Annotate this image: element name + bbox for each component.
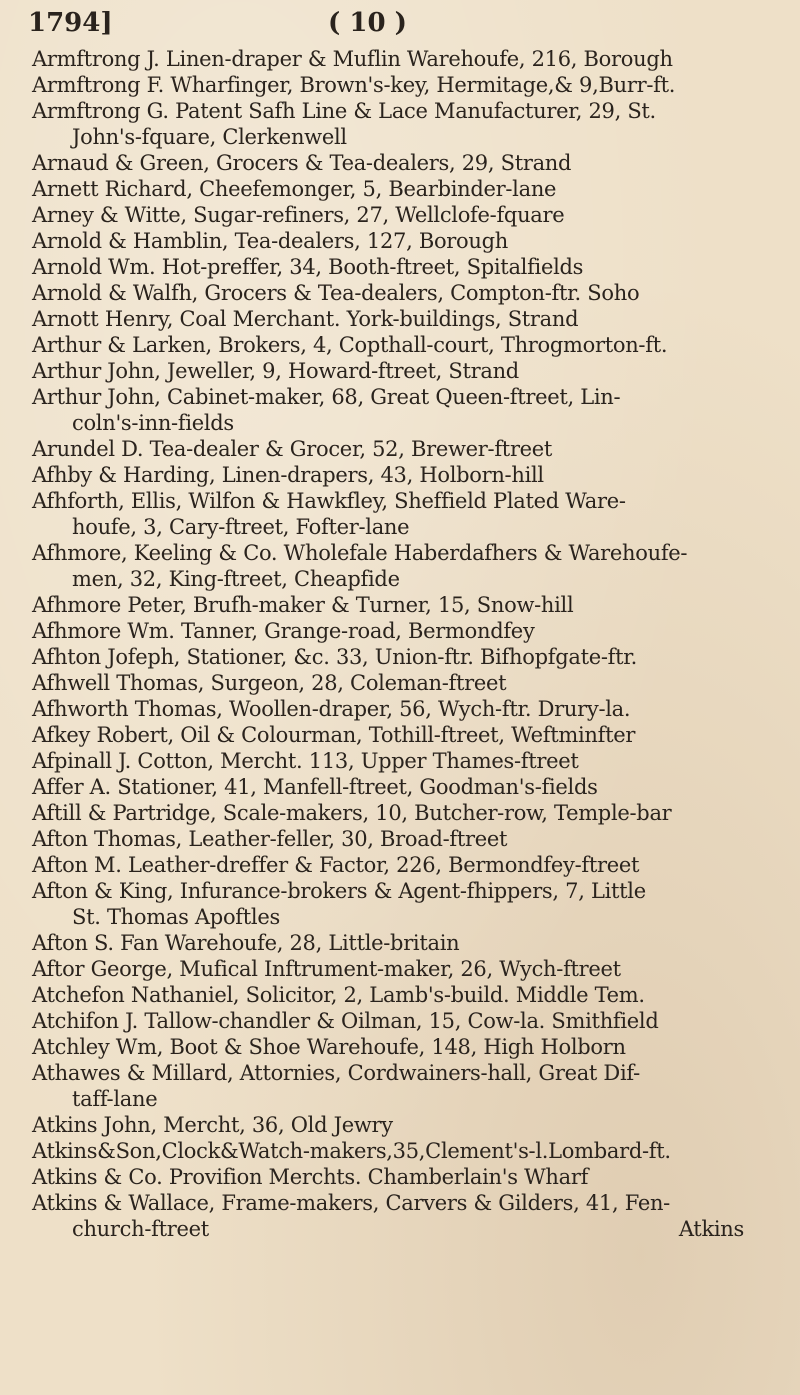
entry-text: Aftill & Partridge, Scale-makers, 10, Butcher-row, Temple-bar bbox=[32, 801, 672, 825]
directory-entry bbox=[32, 670, 792, 696]
directory-entry bbox=[32, 98, 792, 150]
entry-text: Afhworth Thomas, Woollen-draper, 56, Wych-ftr. Drury-la. bbox=[32, 697, 631, 721]
directory-entry bbox=[32, 358, 792, 384]
entry-text: Arthur & Larken, Brokers, 4, Copthall-court, Throgmorton-ft. bbox=[32, 333, 668, 357]
directory-entry bbox=[32, 696, 792, 722]
directory-entry bbox=[32, 592, 792, 618]
directory-entry bbox=[32, 956, 792, 982]
directory-entry bbox=[32, 72, 792, 98]
directory-entry bbox=[32, 644, 792, 670]
directory-entry bbox=[32, 826, 792, 852]
entry-text: Arnold Wm. Hot-preffer, 34, Booth-ftreet, Spitalfields bbox=[32, 255, 584, 279]
directory-entry bbox=[32, 1112, 792, 1138]
entry-text: Afkey Robert, Oil & Colourman, Tothill-ftreet, Weftminfter bbox=[32, 723, 636, 747]
entry-text: Atchley Wm, Boot & Shoe Warehoufe, 148, High Holborn bbox=[32, 1035, 626, 1059]
entry-text: Arnott Henry, Coal Merchant. York-buildings, Strand bbox=[32, 307, 579, 331]
entry-text: Aftor George, Mufical Inftrument-maker, 26, Wych-ftreet bbox=[32, 957, 621, 981]
entry-text: Affer A. Stationer, 41, Manfell-ftreet, Goodman's-fields bbox=[32, 775, 598, 799]
entry-text: Atkins John, Mercht, 36, Old Jewry bbox=[32, 1113, 393, 1137]
entry-text: Arnold & Hamblin, Tea-dealers, 127, Borough bbox=[32, 229, 508, 253]
directory-entry bbox=[32, 722, 792, 748]
directory-entry bbox=[32, 982, 792, 1008]
directory-entry bbox=[32, 202, 792, 228]
directory-entry bbox=[32, 878, 792, 930]
directory-entry bbox=[32, 306, 792, 332]
directory-entry bbox=[32, 150, 792, 176]
entry-continuation: coln's-inn-fields bbox=[72, 411, 234, 435]
entry-text: Afton & King, Infurance-brokers & Agent-fhippers, 7, Little bbox=[32, 879, 646, 903]
entry-text: Afton Thomas, Leather-feller, 30, Broad-ftreet bbox=[32, 827, 508, 851]
directory-entry bbox=[32, 540, 792, 592]
page-header bbox=[28, 8, 772, 48]
entry-text: Afhmore, Keeling & Co. Wholefale Haberdafhers & Warehoufe- bbox=[32, 541, 688, 565]
entry-text: Afhby & Harding, Linen-drapers, 43, Holborn-hill bbox=[32, 463, 544, 487]
entry-text: Arnett Richard, Cheefemonger, 5, Bearbinder-lane bbox=[32, 177, 557, 201]
entry-text: Afhton Jofeph, Stationer, &c. 33, Union-ftr. Bifhopfgate-ftr. bbox=[32, 645, 638, 669]
directory-entry bbox=[32, 618, 792, 644]
entry-text: Atchifon J. Tallow-chandler & Oilman, 15, Cow-la. Smithfield bbox=[32, 1009, 659, 1033]
entry-text: Arthur John, Cabinet-maker, 68, Great Queen-ftreet, Lin- bbox=[32, 385, 621, 409]
directory-entry bbox=[32, 384, 792, 436]
directory-entry bbox=[32, 228, 792, 254]
entry-text: Athawes & Millard, Attornies, Cordwainers-hall, Great Dif- bbox=[32, 1061, 640, 1085]
entry-continuation: men, 32, King-ftreet, Cheapfide bbox=[72, 567, 400, 591]
entry-text: Afhmore Wm. Tanner, Grange-road, Bermondfey bbox=[32, 619, 535, 643]
directory-entry bbox=[32, 748, 792, 774]
entry-text: Atchefon Nathaniel, Solicitor, 2, Lamb's-build. Middle Tem. bbox=[32, 983, 645, 1007]
entry-text: Afhwell Thomas, Surgeon, 28, Coleman-ftreet bbox=[32, 671, 507, 695]
entry-continuation: church-ftreet bbox=[72, 1217, 209, 1241]
entry-continuation: John's-fquare, Clerkenwell bbox=[72, 125, 347, 149]
entry-text: Afhmore Peter, Brufh-maker & Turner, 15, Snow-hill bbox=[32, 593, 574, 617]
entry-text: Armftrong F. Wharfinger, Brown's-key, Hermitage,& 9,Burr-ft. bbox=[32, 73, 676, 97]
directory-entry bbox=[32, 1164, 792, 1190]
entry-text: Atkins&Son,Clock&Watch-makers,35,Clement's-l.Lombard-ft. bbox=[32, 1139, 671, 1163]
entry-continuation: St. Thomas Apoftles bbox=[72, 905, 280, 929]
entry-text: Arthur John, Jeweller, 9, Howard-ftreet, Strand bbox=[32, 359, 519, 383]
entry-continuation: taff-lane bbox=[72, 1087, 158, 1111]
catchword: Atkins bbox=[678, 1217, 744, 1241]
directory-entry bbox=[32, 332, 792, 358]
directory-entry bbox=[32, 436, 792, 462]
directory-entry bbox=[32, 1008, 792, 1034]
entry-text: Arnaud & Green, Grocers & Tea-dealers, 29, Strand bbox=[32, 151, 572, 175]
directory-entry bbox=[32, 774, 792, 800]
entry-text: Arundel D. Tea-dealer & Grocer, 52, Brewer-ftreet bbox=[32, 437, 553, 461]
directory-entry bbox=[32, 462, 792, 488]
entry-text: Arney & Witte, Sugar-refiners, 27, Wellclofe-fquare bbox=[32, 203, 565, 227]
directory-entry bbox=[32, 800, 792, 826]
entry-text: Afpinall J. Cotton, Mercht. 113, Upper Thames-ftreet bbox=[32, 749, 579, 773]
directory-entry bbox=[32, 254, 792, 280]
entry-text: Armftrong J. Linen-draper & Muflin Warehoufe, 216, Borough bbox=[32, 47, 673, 71]
entry-text: Afton M. Leather-dreffer & Factor, 226, Bermondfey-ftreet bbox=[32, 853, 640, 877]
entry-continuation-line bbox=[32, 1216, 792, 1242]
page-year: 1794] bbox=[28, 8, 113, 38]
directory-entry bbox=[32, 280, 792, 306]
directory-entry bbox=[32, 1060, 792, 1112]
entry-text: Armftrong G. Patent Safh Line & Lace Manufacturer, 29, St. bbox=[32, 99, 656, 123]
directory-entry bbox=[32, 176, 792, 202]
entry-text: Atkins & Co. Provifion Merchts. Chamberlain's Wharf bbox=[32, 1165, 589, 1189]
entry-text: Afhforth, Ellis, Wilfon & Hawkfley, Sheffield Plated Ware- bbox=[32, 489, 626, 513]
entry-continuation: houfe, 3, Cary-ftreet, Fofter-lane bbox=[72, 515, 410, 539]
directory-entry bbox=[32, 1034, 792, 1060]
directory-entries bbox=[32, 46, 792, 1242]
entry-text: Arnold & Walfh, Grocers & Tea-dealers, Compton-ftr. Soho bbox=[32, 281, 640, 305]
directory-entry bbox=[32, 1138, 792, 1164]
page-number: ( 10 ) bbox=[328, 8, 407, 38]
directory-entry bbox=[32, 1190, 792, 1242]
directory-entry bbox=[32, 852, 792, 878]
directory-entry bbox=[32, 46, 792, 72]
entry-text: Afton S. Fan Warehoufe, 28, Little-britain bbox=[32, 931, 460, 955]
directory-entry bbox=[32, 930, 792, 956]
directory-entry bbox=[32, 488, 792, 540]
entry-text: Atkins & Wallace, Frame-makers, Carvers & Gilders, 41, Fen- bbox=[32, 1191, 670, 1215]
